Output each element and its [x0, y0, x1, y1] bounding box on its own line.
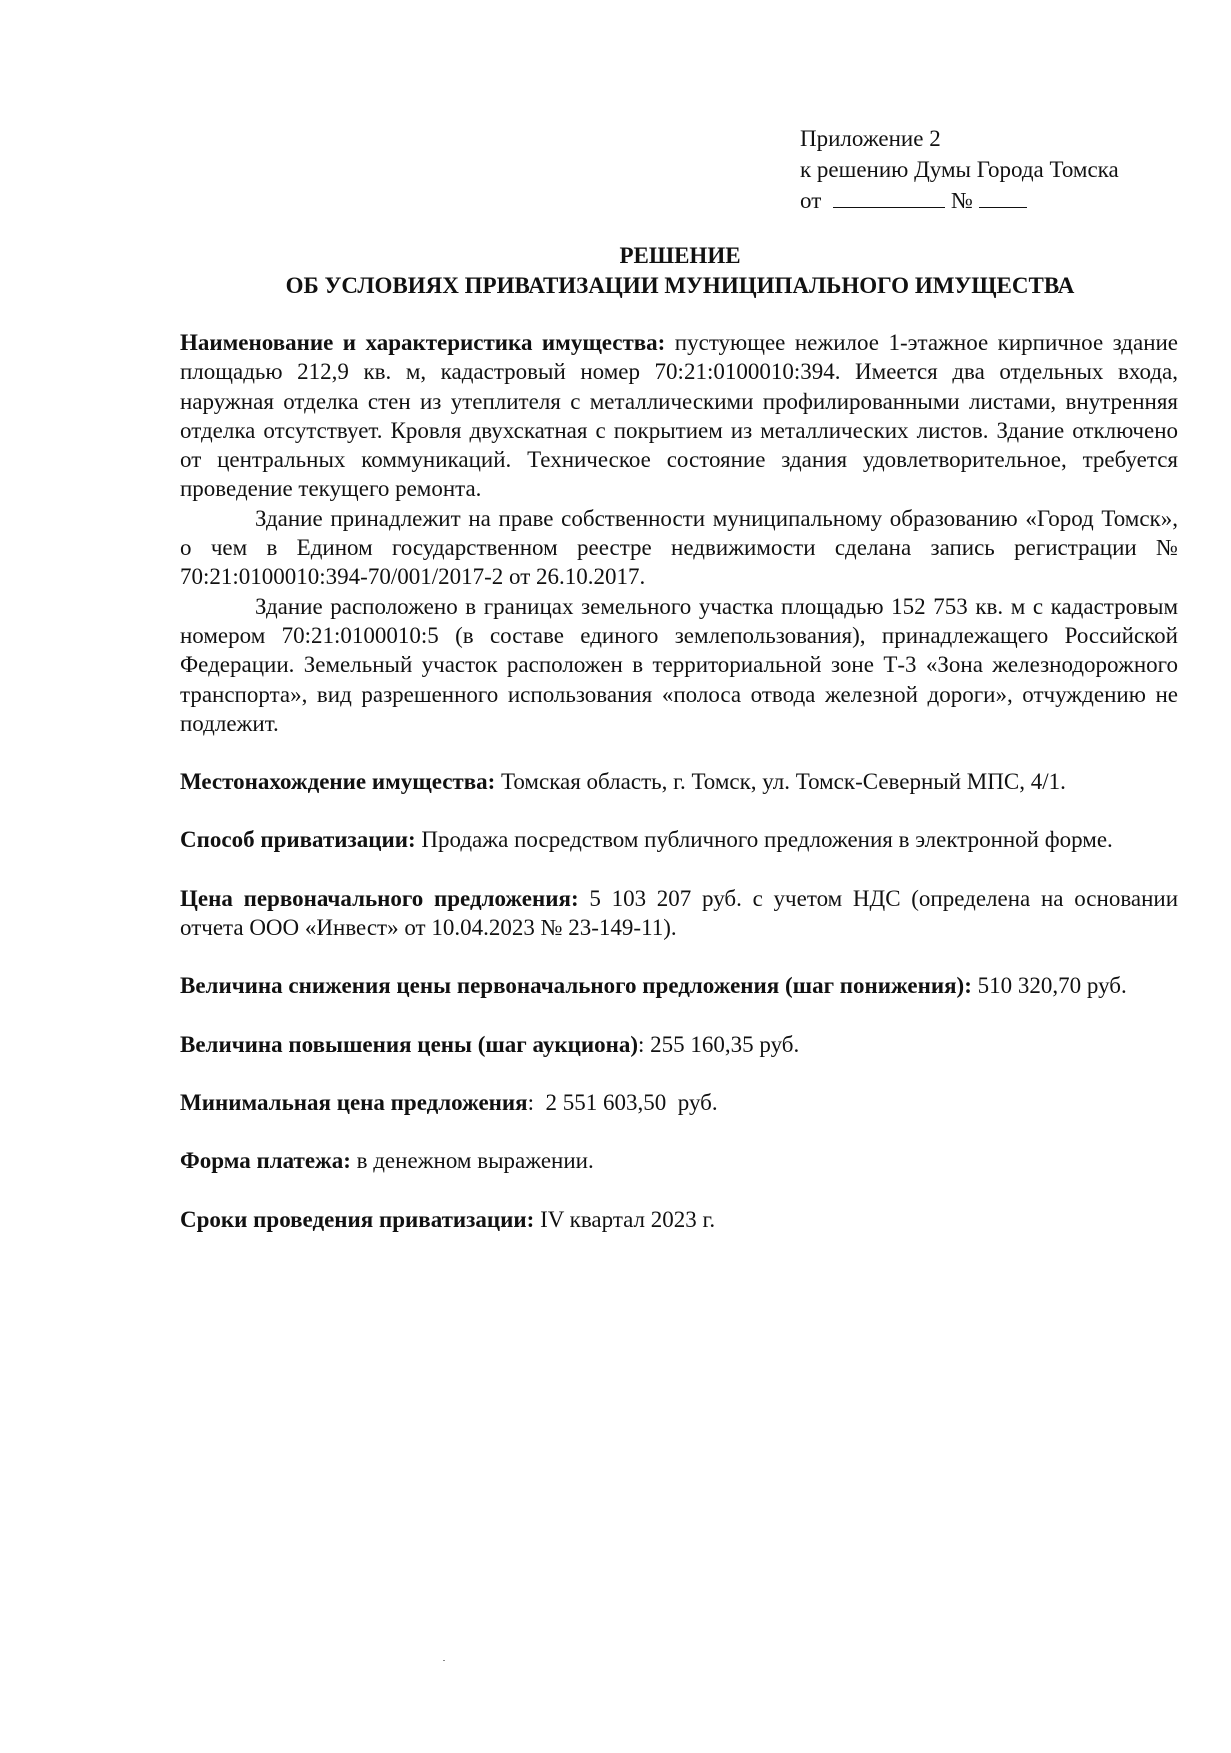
appendix-number: Приложение 2: [800, 126, 941, 151]
land-paragraph: Здание расположено в границах земельного участка площадью 152 753 кв. м с кадастровым номером 70:21:0100010:5 (в составе единого землепользования), принадлежащего Российской Федерации. Земельный участок расположен в территориальной зоне Т-3 «Зона железнодорожного транспорта», вид разрешенного использования «полоса отвода железной дороги», отчуждению не подлежит.: [180, 593, 1178, 736]
ownership-paragraph: Здание принадлежит на праве собственности муниципальному образованию «Город Томск», о чем в Едином государственном реестре недвижимости сделана запись регистрации № 70:21:0100010:394-70/001/2017-2 от 26.10.2017.: [180, 505, 1178, 590]
location-value: Томская область, г. Томск, ул. Томск-Северный МПС, 4/1.: [501, 769, 1066, 795]
min-price-label: Минимальная цена предложения: [180, 1089, 528, 1115]
method-label: Способ приватизации:: [180, 827, 416, 853]
initial-price-paragraph: [180, 884, 1178, 943]
payment-form-paragraph: [180, 1146, 1178, 1175]
appendix-date-line: [800, 185, 1119, 216]
spacer: [180, 796, 1178, 825]
method-paragraph: [180, 825, 1178, 854]
price-reduction-value: 510 320,70 руб.: [977, 973, 1127, 999]
document-title: РЕШЕНИЕ: [619, 243, 741, 268]
initial-price-value: 5 103 207 руб. с учетом НДС (определена на основании отчета ООО «Инвест» от 10.04.2023 № 23-149-11).: [180, 885, 1179, 941]
spacer: [180, 1059, 1178, 1088]
property-description: [180, 328, 1178, 504]
spacer: [180, 1001, 1178, 1030]
spacer: [180, 855, 1178, 884]
method-value: Продажа посредством публичного предложения в электронной форме.: [421, 827, 1113, 853]
date-blank: [833, 187, 945, 208]
appendix-reference: к решению Думы Города Томска: [800, 157, 1119, 182]
number-blank: [979, 187, 1027, 208]
price-increase-label: Величина повышения цены (шаг аукциона): [180, 1031, 639, 1057]
payment-form-label: Форма платежа:: [180, 1148, 351, 1174]
location-paragraph: [180, 767, 1178, 796]
spacer: [180, 942, 1178, 971]
min-price-paragraph: [180, 1088, 1178, 1117]
appendix-block: [800, 123, 1119, 216]
scan-artifact: [443, 1660, 445, 1661]
spacer: [180, 1117, 1178, 1146]
number-label: №: [951, 188, 973, 213]
initial-price-label: Цена первоначального предложения:: [180, 885, 579, 911]
price-reduction-label: Величина снижения цены первоначального предложения (шаг понижения):: [180, 973, 972, 999]
price-increase-value: : 255 160,35 руб.: [638, 1031, 800, 1057]
terms-label: Сроки проведения приватизации:: [180, 1206, 535, 1232]
spacer: [180, 1176, 1178, 1205]
location-label: Местонахождение имущества:: [180, 769, 496, 795]
terms-value: IV квартал 2023 г.: [540, 1206, 716, 1232]
document-subtitle: ОБ УСЛОВИЯХ ПРИВАТИЗАЦИИ МУНИЦИПАЛЬНОГО ИМУЩЕСТВА: [285, 273, 1075, 298]
price-reduction-paragraph: [180, 971, 1178, 1000]
payment-form-value: в денежном выражении.: [356, 1148, 594, 1174]
spacer: [180, 738, 1178, 767]
property-label: Наименование и характеристика имущества:: [180, 330, 666, 355]
price-increase-paragraph: [180, 1030, 1178, 1059]
document-body: [180, 328, 1178, 1234]
property-text: пустующее нежилое 1-этажное кирпичное здание площадью 212,9 кв. м, кадастровый номер 70:21:0100010:394. Имеется два отдельных входа, наружная отделка стен из утеплителя с металлическими профилированными листами, внутренняя отделка отсутствует. Кровля двухскатная с покрытием из металлических листов. Здание отключено от центральных коммуникаций. Техническое состояние здания удовлетворительное, требуется проведение текущего ремонта.: [180, 330, 1179, 502]
min-price-value: : 2 551 603,50 руб.: [527, 1089, 718, 1115]
from-label: от: [800, 188, 822, 213]
terms-paragraph: [180, 1205, 1178, 1234]
